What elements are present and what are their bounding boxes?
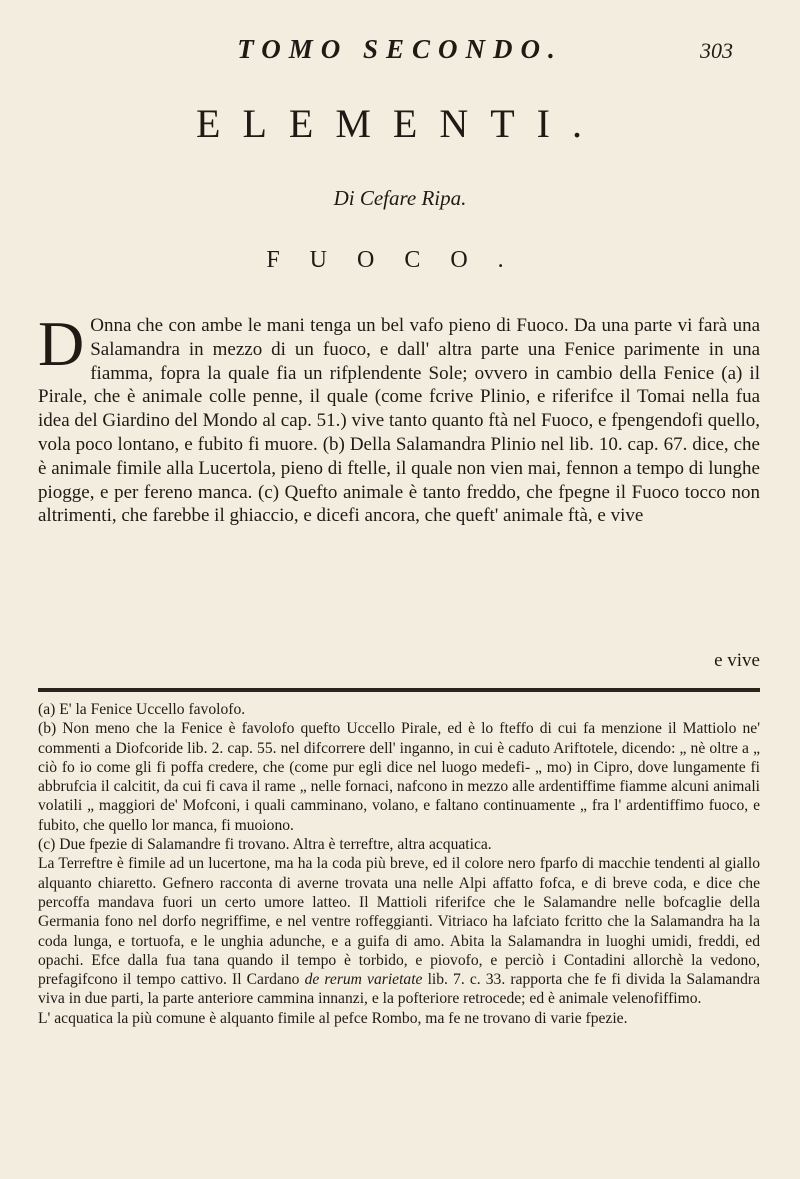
footnote-rule bbox=[38, 688, 760, 692]
footnote-c bbox=[38, 854, 760, 1008]
section-title: FUOCO. bbox=[266, 247, 534, 273]
main-text bbox=[38, 308, 760, 528]
running-head bbox=[0, 34, 800, 74]
drop-cap: D bbox=[38, 308, 85, 379]
main-paragraph: Onna che con ambe le mani tenga un bel vafo pieno di Fuoco. Da una parte vi farà una Salamandra in mezzo di un fuoco, e dall' altra parte una Fenice parimente in una fiamma, fopra la quale fia un rifplendente Sole; ovvero in cambio della Fenice (a) il Pirale, che è animale colle penne, il quale (come fcrive Plinio, e riferifce il Tomai nella fua idea del Giardino del Mondo al cap. 51.) vive tanto quanto ftà nel Fuoco, e fpengendofi quello, vola poco lontano, e fubito fi muore. (b) Della Salamandra Plinio nel lib. 10. cap. 67. dice, che è animale fimile alla Lucertola, pieno di ftelle, il quale non vien mai, fennon a tempo di lunghe piogge, e per fereno manca. (c) Quefto animale è tanto freddo, che fpegne il Fuoco tocco non altrimenti, che farebbe il ghiaccio, e dicefi ancora, che queft' animale ftà, e vive bbox=[38, 315, 760, 527]
footnote-c-part2: lib. 7. c. 33. rapporta che fe fi divida la Salamandra viva in due parti, la parte anteriore cammina innanzi, e la pofteriore retrocede; ed è animale velenofiffimo. bbox=[38, 971, 761, 1008]
catchword: e vive bbox=[714, 650, 760, 671]
author-line: Di Cefare Ripa. bbox=[333, 186, 467, 210]
footnote-c-intro: (c) Due fpezie di Salamandre fi trovano. Altra è terreftre, altra acquatica. bbox=[38, 836, 492, 854]
footnotes bbox=[38, 700, 760, 1028]
footnote-c-part1: La Terreftre è fimile ad un lucertone, ma ha la coda più breve, ed il colore nero fparfo di macchie tendenti al giallo alquanto chiaretto. Gefnero racconta di averne trovata una nelle Alpi affatto fofca, e di breve coda, e dice che percoffa mandava fuori un certo umore latteo. Il Mattioli riferifce che le Salamandre nelle bofcaglie della Germania fono nel dorfo negriffime, e nel ventre roffeggianti. Vitriaco ha lafciato fcritto che la Salamandra ha la coda lunga, e tortuofa, e le unghia adunche, e a guifa di amo. Abita la Salamandra in luoghi umidi, freddi, ed opachi. Efce dalla fua tana quando il tempo è torbido, e piovofo, e perciò i Contadini allorchè la vedono, prefagifcono il tempo cattivo. Il Cardano bbox=[38, 855, 760, 989]
page-number: 303 bbox=[700, 38, 733, 63]
running-title: TOMO SECONDO. bbox=[237, 34, 563, 64]
footnote-a: (a) E' la Fenice Uccello favolofo. bbox=[38, 701, 246, 718]
footnote-c-book-title: de rerum varietate bbox=[304, 971, 423, 989]
footnote-b: (b) Non meno che la Fenice è favolofo quefto Uccello Pirale, ed è lo fteffo di cui fa menzione il Mattiolo ne' commenti a Diofcoride lib. 2. cap. 55. nel difcorrere dell' inganno, in cui è caduto Ariftotele, dicendo: „ nè oltre a „ ciò fo io come gli fi poffa credere, che (come pur egli dice nel luogo medefi- „ mo) in Cipro, dove lungamente fi abbrufcia il calcitit, da cui fi cava il rame „ nelle fornaci, nafcono in mezzo alle ardentiffime fiamme alcuni animali volatili „ maggiori de' Mofconi, i quali camminano, volano, e faltano continuamente „ fra l' ardentiffimo fuoco, e fubito, che quello lor manca, fi muoiono. bbox=[38, 720, 760, 834]
chapter-heading: ELEMENTI. bbox=[196, 101, 604, 146]
footnote-c-end: L' acquatica la più comune è alquanto fimile al pefce Rombo, ma fe ne trovano di varie fpezie. bbox=[38, 1009, 628, 1027]
